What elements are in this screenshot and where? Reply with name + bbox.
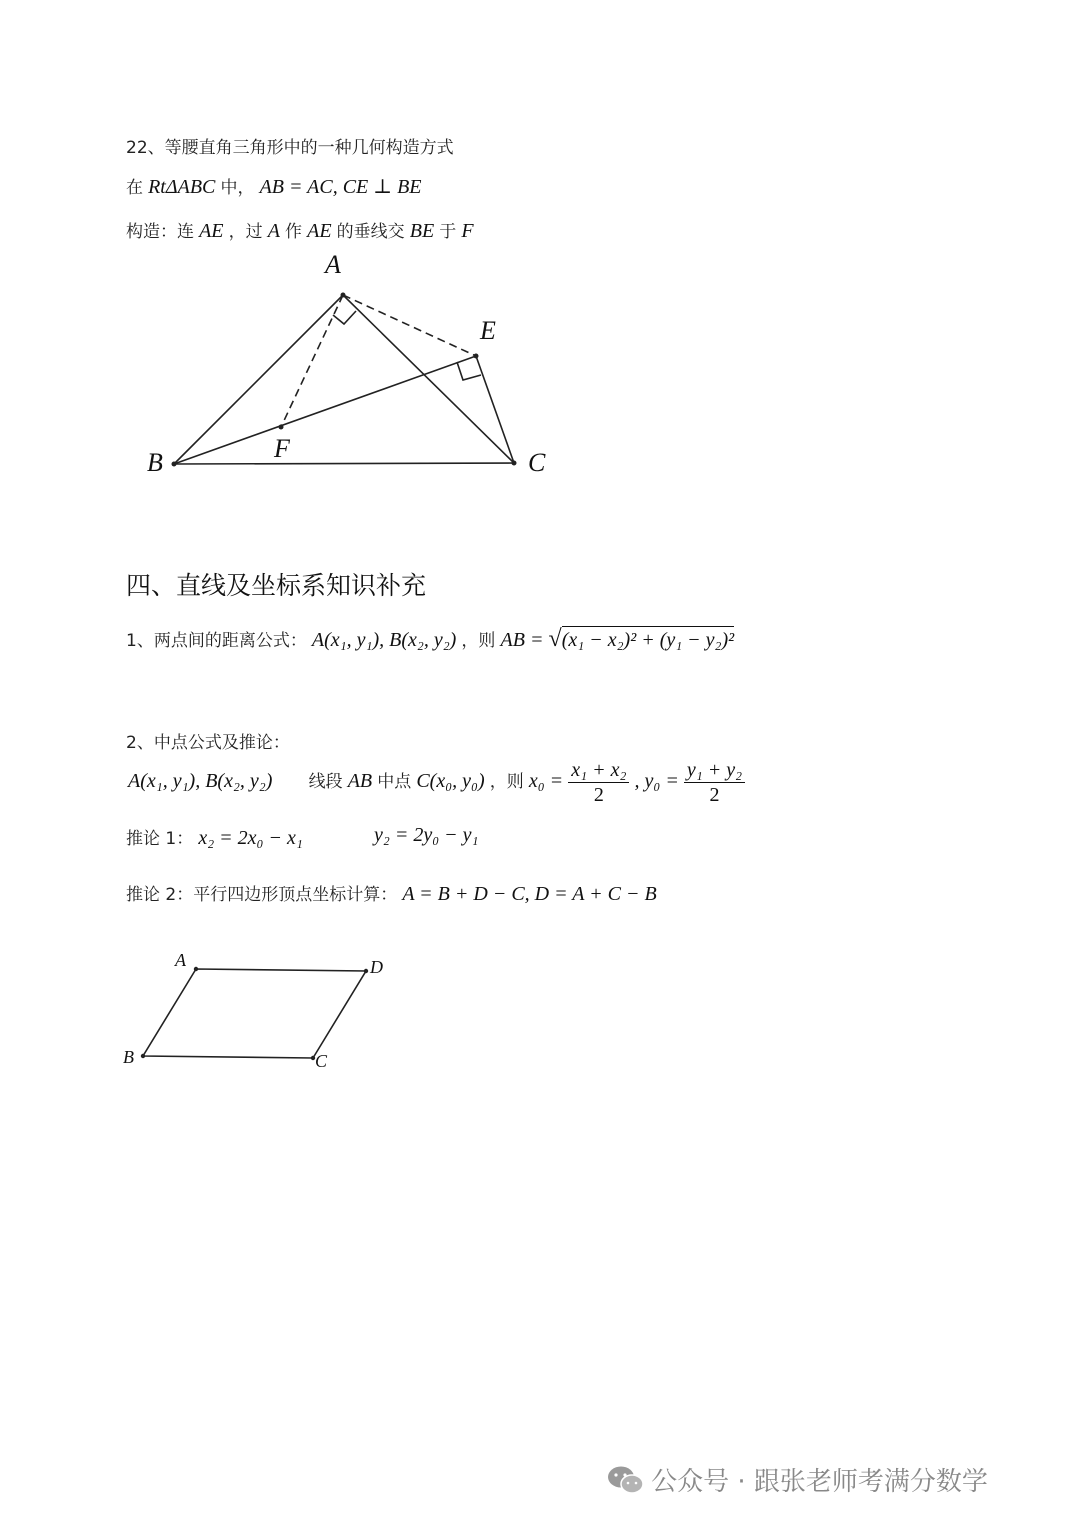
cor2-label: 推论 2：平行四边形顶点坐标计算：: [126, 885, 398, 905]
distance-formula-line: [126, 626, 734, 653]
right-angle-mark-e: [457, 362, 481, 380]
fraction-y-denominator: 2: [709, 784, 720, 806]
item22-title: 22、等腰直角三角形中的一种几何构造方式: [126, 138, 454, 158]
cor1-eq1: x₂ = 2x₀ − x₁: [198, 827, 303, 849]
construct-text-5: 于: [439, 222, 457, 242]
construct-line: [126, 217, 474, 243]
fraction-y: [684, 758, 745, 807]
label-b: B: [147, 448, 163, 477]
segment-af-dashed: [281, 295, 343, 427]
fraction-x: [568, 758, 629, 807]
para-label-d: D: [370, 957, 383, 977]
fraction-x-denominator: 2: [593, 784, 604, 806]
construct-f: F: [461, 220, 474, 242]
construct-text-3: 作: [285, 222, 303, 242]
point-e: [474, 354, 479, 359]
segment-ae-dashed: [343, 295, 476, 356]
cor2-eq: A = B + D − C, D = A + C − B: [402, 883, 657, 905]
construct-text-4: 的垂线交: [336, 222, 405, 242]
para-label-c: C: [315, 1051, 328, 1071]
segment-bc: [174, 463, 514, 464]
item2-y0: , y₀ =: [634, 770, 679, 792]
segment-ab: [174, 295, 343, 464]
item1-then: ，则: [461, 631, 496, 651]
wechat-icon: [606, 1463, 646, 1497]
item2-c: C(x₀, y₀): [416, 770, 485, 792]
construct-ae-1: AE: [199, 220, 224, 242]
watermark: [606, 1461, 988, 1498]
sqrt-sign: √: [548, 626, 562, 652]
vertex-a: [194, 967, 198, 971]
item1-lhs: AB =: [500, 629, 544, 651]
given-mid: 中，: [220, 178, 255, 198]
construct-text-2: ，过: [228, 222, 263, 242]
construct-be: BE: [409, 220, 435, 242]
given-math: AB = AC, CE ⊥ BE: [259, 176, 422, 198]
corollary2-line: [126, 880, 657, 906]
watermark-text: 公众号 · 跟张老师考满分数学: [651, 1467, 988, 1497]
item2-mid: 中点: [377, 772, 412, 792]
item2-x0: x₀ =: [528, 770, 564, 792]
label-c: C: [528, 448, 546, 477]
construct-text-1: 构造：连: [126, 222, 194, 242]
label-f: F: [274, 434, 290, 463]
point-f: [279, 425, 284, 430]
construct-ae-2: AE: [307, 220, 332, 242]
vertex-d: [364, 969, 368, 973]
item1-label: 1、两点间的距离公式：: [126, 631, 307, 651]
item2-seg: 线段: [308, 772, 343, 792]
item2-label: 2、中点公式及推论：: [126, 733, 290, 753]
fraction-x-numerator: x₁ + x₂: [568, 758, 629, 783]
item2-then: ，则: [489, 772, 524, 792]
label-e: E: [480, 316, 496, 345]
parallelogram-abcd: [143, 969, 366, 1058]
item2-ab: AB: [347, 770, 373, 792]
point-b: [172, 462, 177, 467]
given-prefix: 在: [126, 178, 143, 198]
given-line: [126, 173, 422, 199]
point-c: [512, 461, 517, 466]
segment-be: [174, 356, 476, 464]
segment-ce: [476, 356, 514, 463]
point-a: [341, 293, 346, 298]
para-label-a: A: [175, 950, 186, 970]
corollary1-line: [126, 824, 303, 850]
cor1-eq2: y₂ = 2y₀ − y₁: [374, 824, 479, 846]
item1-points: A(x₁, y₁), B(x₂, y₂): [311, 629, 457, 651]
fraction-y-numerator: y₁ + y₂: [684, 758, 745, 783]
right-angle-mark-a: [333, 311, 356, 324]
section4-heading: 四、直线及坐标系知识补充: [126, 571, 427, 600]
item2-points: A(x₁, y₁), B(x₂, y₂): [128, 770, 273, 792]
midpoint-line: [128, 758, 745, 807]
given-rt: RtΔABC: [148, 176, 216, 198]
label-a: A: [325, 250, 341, 279]
cor1-label: 推论 1：: [126, 829, 194, 849]
item1-sqrt-body: (x₁ − x₂)² + (y₁ − y₂)²: [562, 626, 734, 651]
vertex-b: [141, 1054, 145, 1058]
construct-a: A: [267, 220, 280, 242]
para-label-b: B: [123, 1047, 134, 1067]
